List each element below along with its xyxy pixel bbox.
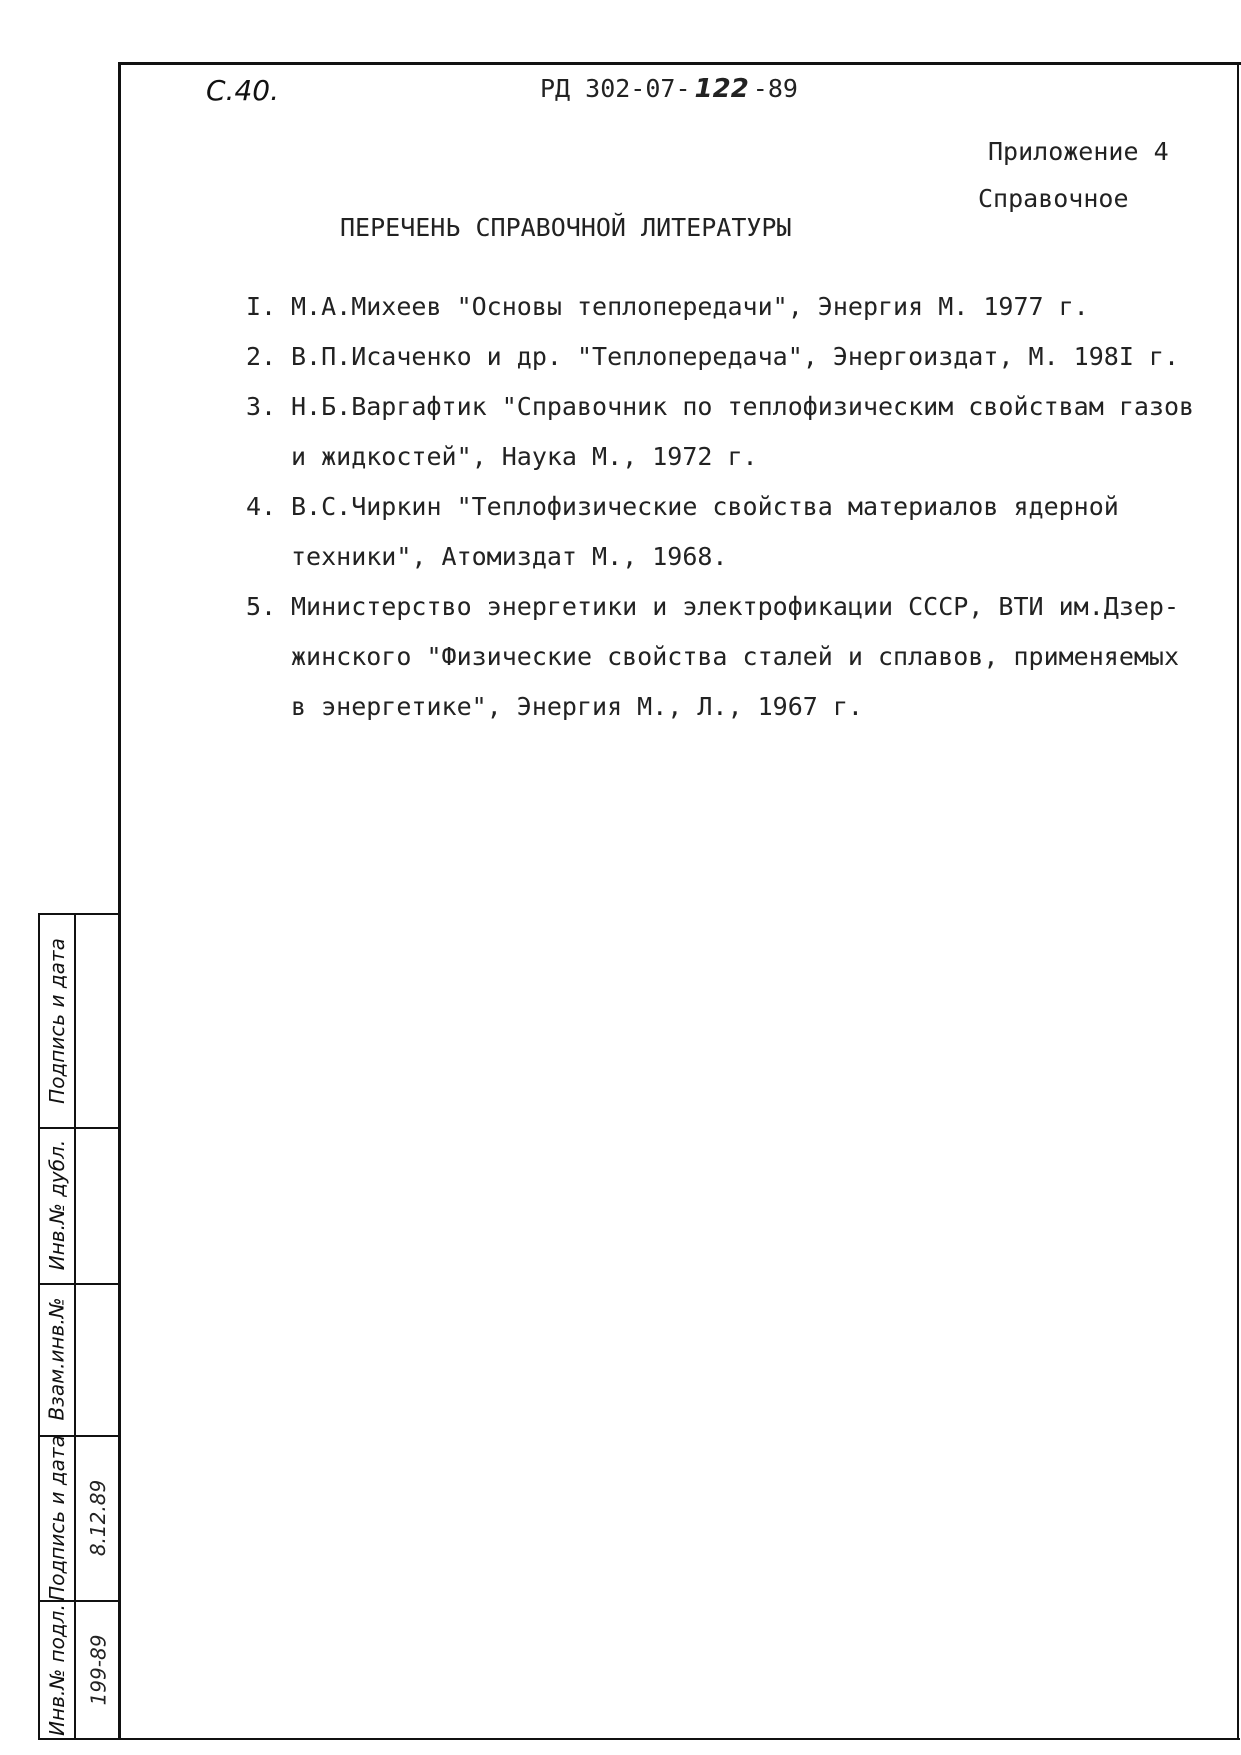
stamp-value-signature-date (76, 1435, 120, 1600)
stamp-label-text: Инв.№ дубл. (45, 1139, 70, 1271)
stamp-label-inv-podl (40, 1600, 74, 1740)
frame-bottom-line (38, 1738, 1240, 1740)
frame-top-line (118, 62, 1241, 65)
appendix-type: Справочное (978, 184, 1129, 213)
frame-right-line (1237, 62, 1239, 1740)
reference-text-line: М.А.Михеев "Основы теплопередачи", Энергия М. 1977 г. (291, 292, 1089, 321)
stamp-label-text: Инв.№ подл. (45, 1604, 69, 1736)
stamp-value-text: 8.12.89 (86, 1479, 110, 1556)
reference-list (246, 282, 1226, 732)
reference-number: I. (246, 292, 277, 321)
stamp-label-signature-date (40, 1435, 74, 1600)
document-title: ПЕРЕЧЕНЬ СПРАВОЧНОЙ ЛИТЕРАТУРЫ (340, 213, 792, 242)
reference-number: 2. (246, 342, 277, 371)
reference-text-line: жинского "Физические свойства сталей и сплавов, применяемых (291, 642, 1180, 671)
reference-item (246, 332, 1226, 382)
appendix-label: Приложение 4 (988, 137, 1169, 166)
reference-text-line: Министерство энергетики и электрофикации СССР, ВТИ им.Дзер- (291, 592, 1180, 621)
reference-text-line: Н.Б.Варгафтик "Справочник по теплофизическим свойствам газов (291, 392, 1195, 421)
document-code-prefix: РД 302-07- (540, 74, 691, 103)
document-code-suffix: -89 (752, 74, 798, 103)
side-stamp-table (38, 913, 120, 1740)
stamp-value-text: 199-89 (86, 1634, 110, 1706)
reference-text-line: В.С.Чиркин "Теплофизические свойства материалов ядерной (291, 492, 1119, 521)
reference-text-line: в энергетике", Энергия М., Л., 1967 г. (291, 692, 863, 721)
reference-item (246, 382, 1226, 482)
stamp-value-inv-podl (76, 1600, 120, 1740)
reference-item (246, 482, 1226, 582)
stamp-label-signature-date-top (40, 915, 74, 1127)
stamp-label-vzam-inv (40, 1283, 74, 1435)
reference-text-line: В.П.Исаченко и др. "Теплопередача", Энергоиздат, М. 198I г. (291, 342, 1180, 371)
document-code (540, 74, 798, 104)
reference-number: 5. (246, 592, 277, 621)
document-code-handwritten-number: 122 (694, 74, 749, 104)
stamp-label-text: Подпись и дата (45, 1434, 70, 1601)
reference-number: 4. (246, 492, 277, 521)
reference-text-line: и жидкостей", Наука М., 1972 г. (291, 442, 758, 471)
reference-item (246, 582, 1226, 732)
stamp-label-text: Взам.инв.№ (45, 1297, 70, 1421)
reference-text-line: техники", Атомиздат М., 1968. (291, 542, 728, 571)
reference-number: 3. (246, 392, 277, 421)
page-number: С.40. (206, 74, 279, 107)
stamp-label-inv-dubl (40, 1127, 74, 1283)
stamp-label-text: Подпись и дата (45, 938, 70, 1104)
reference-item (246, 282, 1226, 332)
